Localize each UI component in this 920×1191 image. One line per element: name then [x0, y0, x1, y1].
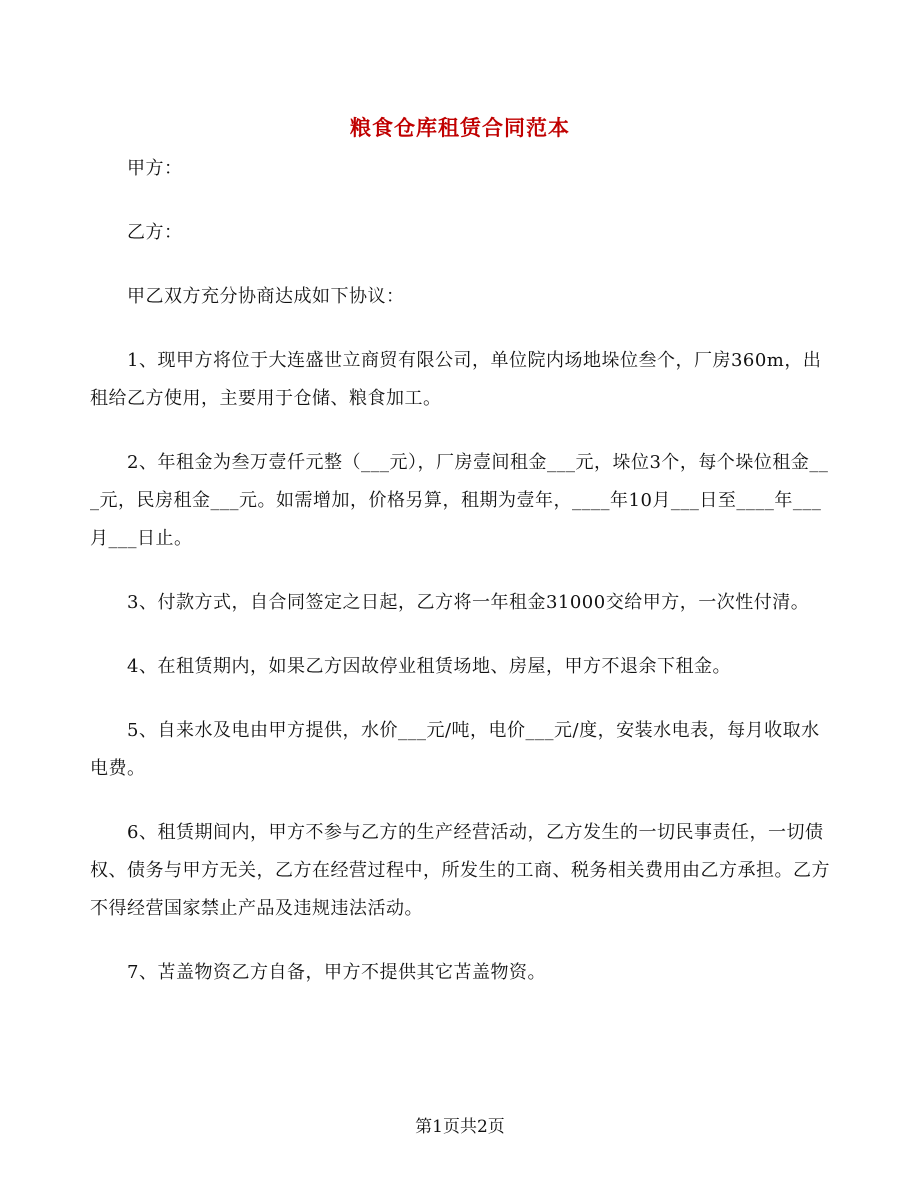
paragraph-party-b: 乙方：	[127, 222, 183, 243]
document-body	[90, 150, 830, 1018]
clause-3: 3、付款方式，自合同签定之日起，乙方将一年租金31000交给甲方，一次性付清。	[127, 592, 810, 613]
paragraph-party-a: 甲方：	[127, 158, 183, 179]
page-number: 第1页共2页	[415, 1117, 505, 1137]
clause-5: 5、自来水及电由甲方提供，水价___元/吨，电价___元/度，安装水电表，每月收取水电费。	[90, 720, 820, 779]
document-title: 粮食仓库租赁合同范本	[350, 116, 570, 140]
clause-7: 7、苫盖物资乙方自备，甲方不提供其它苫盖物资。	[127, 962, 546, 983]
clause-4: 4、在租赁期内，如果乙方因故停业租赁场地、房屋，甲方不退余下租金。	[127, 656, 731, 677]
clause-6: 6、租赁期间内，甲方不参与乙方的生产经营活动，乙方发生的一切民事责任，一切债权、债务与甲方无关，乙方在经营过程中，所发生的工商、税务相关费用由乙方承担。乙方不得经营国家禁止产品及违规违法活动。	[90, 822, 830, 919]
paragraph-agreement-intro: 甲乙双方充分协商达成如下协议：	[127, 286, 405, 307]
clause-1: 1、现甲方将位于大连盛世立商贸有限公司，单位院内场地垛位叁个，厂房360m，出租给乙方使用，主要用于仓储、粮食加工。	[90, 350, 822, 409]
clause-2: 2、年租金为叁万壹仟元整（___元），厂房壹间租金___元，垛位3个，每个垛位租金___元，民房租金___元。如需增加，价格另算，租期为壹年，____年10月___日至____年___月___日止。	[90, 452, 829, 549]
